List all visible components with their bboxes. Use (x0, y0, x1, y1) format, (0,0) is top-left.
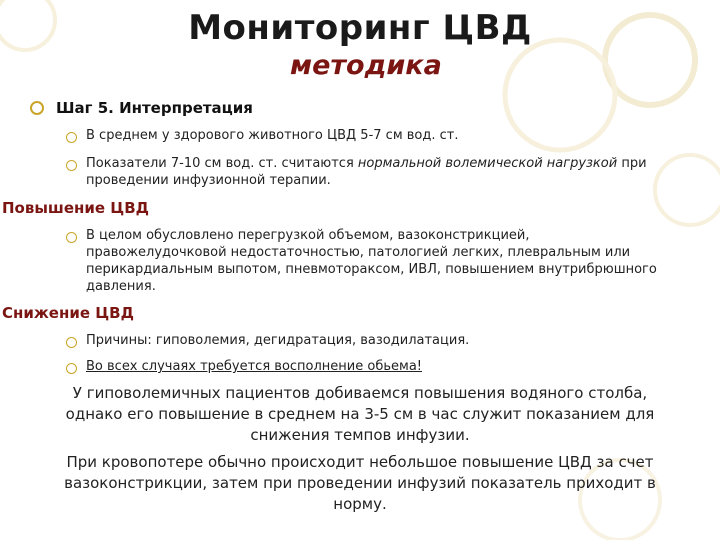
list-item: Во всех случаях требуется восполнение обьема! (86, 359, 423, 374)
circle-bullet-icon (66, 337, 77, 348)
page-title: Мониторинг ЦВД (188, 8, 532, 48)
circle-bullet-icon (66, 132, 77, 143)
step-heading-row (30, 99, 253, 117)
increase-heading: Повышение ЦВД (2, 199, 149, 217)
circle-bullet-icon (66, 160, 77, 171)
list-item: Причины: гиповолемия, дегидратация, вазодилатация. (86, 333, 470, 348)
emphasis-text: нормальной волемической нагрузкой (357, 156, 618, 171)
step-heading: Шаг 5. Интерпретация (56, 99, 253, 117)
page-subtitle: методика (290, 50, 442, 81)
circle-bullet-icon (66, 363, 77, 374)
decrease-heading: Снижение ЦВД (2, 304, 134, 322)
deco-circle (505, 40, 615, 150)
circle-bullet-icon (66, 232, 77, 243)
paragraph: У гиповолемичных пациентов добиваемся повышения водяного столба, однако его повышение в среднем на 3-5 см в час служит показанием для снижения темпов инфузии. (65, 384, 655, 444)
deco-circle (655, 155, 720, 225)
paragraph: При кровопотере обычно происходит небольшое повышение ЦВД за счет вазоконстрикции, затем при проведении инфузий показатель приходит в норму. (64, 453, 656, 513)
list-item: В целом обусловлено перегрузкой объемом, вазоконстрикцией, правожелудочковой недостаточностью, патологией легких, плевральным или перикардиальным выпотом, пневмотораксом, ИВЛ, повышением внутрибрюшного давления. (86, 228, 657, 294)
list-item: В среднем у здорового животного ЦВД 5-7 см вод. ст. (86, 128, 459, 143)
circle-bullet-icon (30, 101, 44, 115)
list-item: Показатели 7-10 см вод. ст. считаются нормальной волемической нагрузкой при проведении инфузионной терапии. (86, 156, 647, 188)
